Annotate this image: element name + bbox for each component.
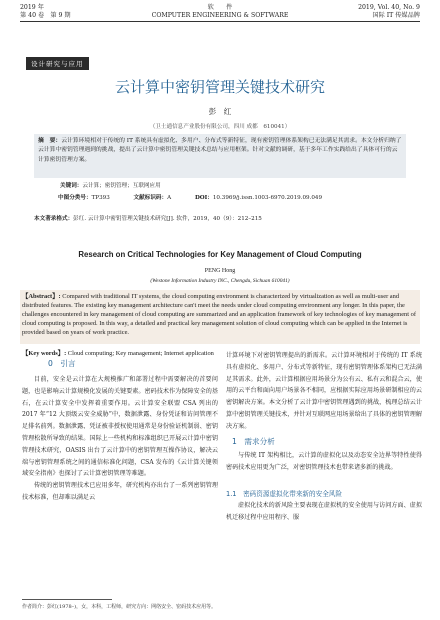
section-tag: 设计研究与应用 [26, 57, 89, 70]
classification-meta [58, 193, 344, 204]
abstract-cn-text: 云计算环境相对于传统的 IT 系统具有虚拟化、多用户、分布式等新特征，现有密钥管理体系架构已无法满足其需求。本文分析归纳了云计算中密钥管理遇到的挑战，提出了云计算中密钥管理关键技术总结与应用框架。针对文献的调研，基于多年工作实践给出了具体可行的云计算密钥管理方案。 [38, 138, 402, 163]
body-paragraph: 计算环境下对密钥管理提出的新需求。云计算环境相对于传统的 IT 系统具有虚拟化、多用户、分布式等新特征，现有密钥管理体系架构已无法满足其需求。此外，云计算根据应用场景分为公有云、私有云和混合云，使用的云平台和面向用户场景各不相同，应根据实际应用场景研制相应的云密钥解决方案。本文分析了云计算中密钥管理遇到的挑战，梳理总结云计算中密钥管理关键技术，并针对互联网应用场景给出了具体的密钥管理解决方案。 [226, 352, 422, 430]
citation-format [34, 214, 406, 222]
doi-label: DOI： [194, 195, 213, 201]
header-year: 2019 年 [20, 4, 44, 11]
footnote-rule [22, 599, 112, 600]
body-paragraph: 虚拟化技术的新风险主要表现在虚拟机的安全使用与访问方面、虚拟机迁移过程中应用程序、服 [226, 502, 422, 521]
citation-label: 本文著录格式： [34, 216, 74, 222]
body-right-column-3 [226, 500, 422, 524]
english-title: Research on Critical Technologies for Key Management of Cloud Computing [78, 250, 362, 259]
keywords-en-text: Cloud computing; Key management; Internet application [66, 350, 214, 357]
english-affiliation: (Westone Information Industry INC., Chengdu, Sichuan 610041) [150, 278, 290, 284]
paper-title: 云计算中密钥管理关键技术研究 [114, 78, 325, 96]
keywords-cn [60, 181, 161, 189]
abstract-en [22, 292, 418, 337]
body-right-column-2 [226, 450, 422, 474]
abstract-en-text: Compared with traditional IT systems, the cloud computing environment is characterized by virtualization as well as multi-user and distributed features. The existing key management architecture can't meet the needs under cloud computing environment any longer. In this paper, the challenges encountered in key management of cloud computing are summarized and an application framework of key technologies of key management of cloud computing is proposed. In this way, a detailed and practical key management solution of cloud computing which can be applied in the Internet is provided based on years of work practice. [22, 293, 416, 336]
keywords-cn-label: 关键词： [60, 183, 83, 189]
body-paragraph: 与传统 IT 架构相比，云计算的虚拟化以及动态安全边界等特性使得密码技术应用更为广泛，对密钥管理技术也带来诸多新的挑战。 [226, 452, 422, 471]
doc-code-label: 文献标识码： [133, 195, 168, 201]
body-paragraph: 传统的密钥管理技术已应用多年，研究机构亦出台了一系列密钥管理技术标准，但却难以满足云 [22, 482, 218, 501]
journal-name-en: COMPUTER ENGINEERING & SOFTWARE [151, 12, 289, 19]
paper-author: 彭 红 [208, 107, 232, 116]
paper-affiliation: （卫士通信息产业股份有限公司，四川 成都 610041） [149, 124, 291, 130]
english-author: PENG Hong [204, 268, 236, 274]
journal-name-cn: 软 件 [207, 4, 233, 11]
heading-introduction: 0 引言 [48, 359, 76, 368]
header-rule [20, 21, 420, 22]
heading-requirements: 1 需求分析 [232, 437, 275, 446]
keywords-en-label: 【Key words】: [22, 350, 67, 357]
header-volume: 第 40 卷 第 9 期 [20, 12, 71, 19]
clc-label: 中图分类号： [58, 195, 92, 201]
citation-text: 彭红. 云计算中密钥管理关键技术研究[J]. 软件，2019，40（9）：212–215 [73, 216, 262, 222]
heading-subsection: 1.1 密码资源虚拟化带来新的安全风险 [226, 490, 342, 498]
abstract-cn-label: 摘 要： [38, 138, 62, 144]
abstract-en-label: 【Abstract】: [22, 293, 61, 300]
body-left-column [22, 374, 218, 504]
header-right [358, 4, 420, 20]
body-right-column [226, 350, 422, 433]
body-paragraph: 目前，安全是云计算在大规模推广和部署过程中需要解决的首要问题，也是影响云计算规模化发展的关键要素。密码技术作为保障安全的基石，在云计算安全中发挥着重要作用。云计算安全联盟 CSA 列出的 2017 年“12 大顶级云安全威胁”中，数据泄露、身份凭证和访问管理不足排名前列。数据泄露、凭证被非授权使用通常是身份验证机制弱、密钥管理松散所导致的结果。国际上一些机构和标准组织已开展云计算中密钥管理技术研究，OASIS 出台了云计算中的密钥管理互操作协议，解决云端与密钥管理系统之间的通信标准化问题，CSA 发布的《云计算关键领域安全指南》也探讨了云计算密钥管理等难题。 [22, 376, 218, 478]
clc-value: TP393 [91, 195, 110, 201]
keywords-en [22, 348, 214, 357]
abstract-cn [38, 137, 402, 165]
author-footnote: 作者简介：彭红(1978–)，女，本科，工程师，研究方向：网络安全、密码技术应用等。 [22, 604, 217, 610]
doc-code-value: A [167, 195, 172, 201]
keywords-cn-text: 云计算；密钥管理；互联网应用 [82, 183, 161, 189]
doi-value[interactable]: 10.3969/j.issn.1003-6970.2019.09.049 [212, 195, 323, 201]
header-volume-en: 2019, Vol. 40, No. 9 [358, 4, 420, 11]
header-brand: 国际 IT 传媒品牌 [372, 12, 420, 19]
